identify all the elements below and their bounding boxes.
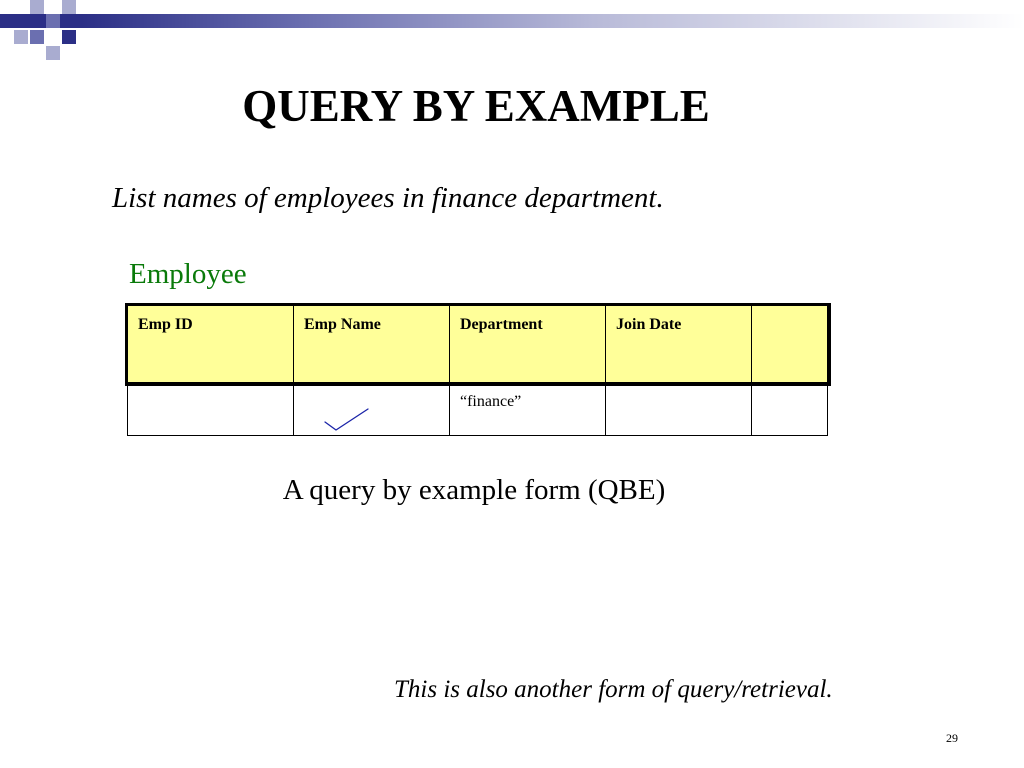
table-name-label: Employee [129, 258, 247, 290]
qbe-form-table [127, 305, 828, 436]
slide-title: QUERY BY EXAMPLE [242, 81, 710, 131]
condition-cell-emp-id[interactable] [128, 383, 294, 436]
condition-cell-department[interactable]: “finance” [450, 383, 606, 436]
corner-square [46, 46, 60, 60]
corner-square [30, 30, 44, 44]
corner-square [30, 0, 44, 14]
header-cell-join-date: Join Date [606, 306, 752, 383]
header-cell-emp-id: Emp ID [128, 306, 294, 383]
figure-caption: A query by example form (QBE) [282, 474, 666, 506]
condition-cell-empty[interactable] [752, 383, 828, 436]
condition-cell-join-date[interactable] [606, 383, 752, 436]
header-cell-emp-name: Emp Name [294, 306, 450, 383]
corner-square [62, 30, 76, 44]
table-header-row [128, 306, 828, 383]
corner-square [14, 14, 28, 28]
footer-note: This is also another form of query/retrieval. [394, 676, 833, 703]
condition-row [128, 383, 828, 436]
slide-subtitle: List names of employees in finance department. [112, 182, 664, 214]
check-icon [322, 405, 372, 433]
corner-square [46, 14, 60, 28]
header-cell-empty [752, 306, 828, 383]
corner-square [62, 0, 76, 14]
header-gradient-band [0, 14, 1024, 28]
corner-square [14, 30, 28, 44]
page-number: 29 [946, 731, 958, 745]
header-cell-department: Department [450, 306, 606, 383]
